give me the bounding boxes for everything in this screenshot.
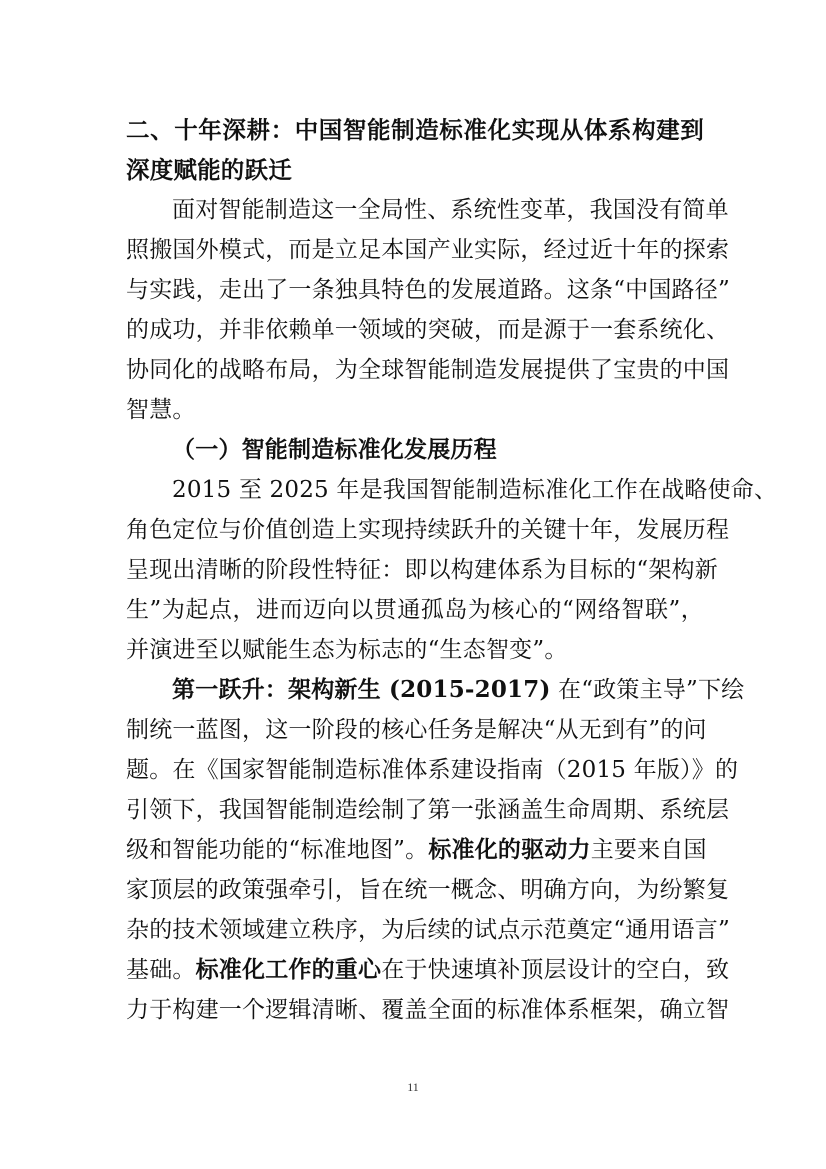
stage-one-title: 第一跃升：架构新生 (2015-2017) [172,676,551,703]
paragraph-2-line-3: 呈现出清晰的阶段性特征：即以构建体系为目标的“架构新 [126,557,718,583]
work-focus-term: 标准化工作的重心 [195,957,382,983]
paragraph-1-line-5: 协同化的战略布局，为全球智能制造发展提供了宝贵的中国 [126,357,730,383]
paragraph-3-line-8-post: 在于快速填补顶层设计的空白，致 [381,957,730,983]
paragraph-1-line-4: 的成功，并非依赖单一领域的突破，而是源于一套系统化、 [126,317,730,343]
paragraph-3-line-1 [126,670,745,710]
paragraph-3-line-5-post: 主要来自国 [590,837,707,863]
page-number: 11 [407,1080,419,1094]
paragraph-3-line-5 [126,830,707,870]
subsection-heading: （一）智能制造标准化发展历程 [172,437,497,463]
driving-force-term: 标准化的驱动力 [428,837,591,863]
paragraph-3-line-2: 制统一蓝图，这一阶段的核心任务是解决“从无到有”的问 [126,717,707,743]
paragraph-3-line-8-pre: 基础。 [126,957,196,983]
section-heading-line-1: 二、十年深耕：中国智能制造标准化实现从体系构建到 [126,116,704,144]
paragraph-2-line-1: 2015 至 2025 年是我国智能制造标准化工作在战略使命、 [172,477,778,503]
paragraph-2-line-2: 角色定位与价值创造上实现持续跃升的关键十年，发展历程 [126,517,730,543]
paragraph-3-line-3: 题。在《国家智能制造标准体系建设指南（2015 年版）》的 [126,757,739,783]
paragraph-3-line-6: 家顶层的政策强牵引，旨在统一概念、明确方向，为纷繁复 [126,877,730,903]
paragraph-3-line-8 [126,950,730,990]
paragraph-3-line-7: 杂的技术领域建立秩序，为后续的试点示范奠定“通用语言” [126,917,730,943]
paragraph-2-line-5: 并演进至以赋能生态为标志的“生态智变”。 [126,637,568,663]
paragraph-3-line-1-rest: 在“政策主导”下绘 [550,677,745,703]
paragraph-3-line-4: 引领下，我国智能制造绘制了第一张涵盖生命周期、系统层 [126,797,730,823]
paragraph-3-line-9: 力于构建一个逻辑清晰、覆盖全面的标准体系框架，确立智 [126,997,730,1023]
paragraph-1-line-3: 与实践，走出了一条独具特色的发展道路。这条“中国路径” [126,277,730,303]
paragraph-1-line-2: 照搬国外模式，而是立足本国产业实际，经过近十年的探索 [126,237,730,263]
section-heading-line-2: 深度赋能的跃迁 [126,156,292,184]
paragraph-1-line-6: 智慧。 [126,397,196,423]
paragraph-1-line-1: 面对智能制造这一全局性、系统性变革，我国没有简单 [172,197,729,223]
paragraph-2-line-4: 生”为起点，进而迈向以贯通孤岛为核心的“网络智联”， [126,597,704,623]
paragraph-3-line-5-pre: 级和智能功能的“标准地图”。 [126,837,429,863]
page-content [126,110,778,1030]
